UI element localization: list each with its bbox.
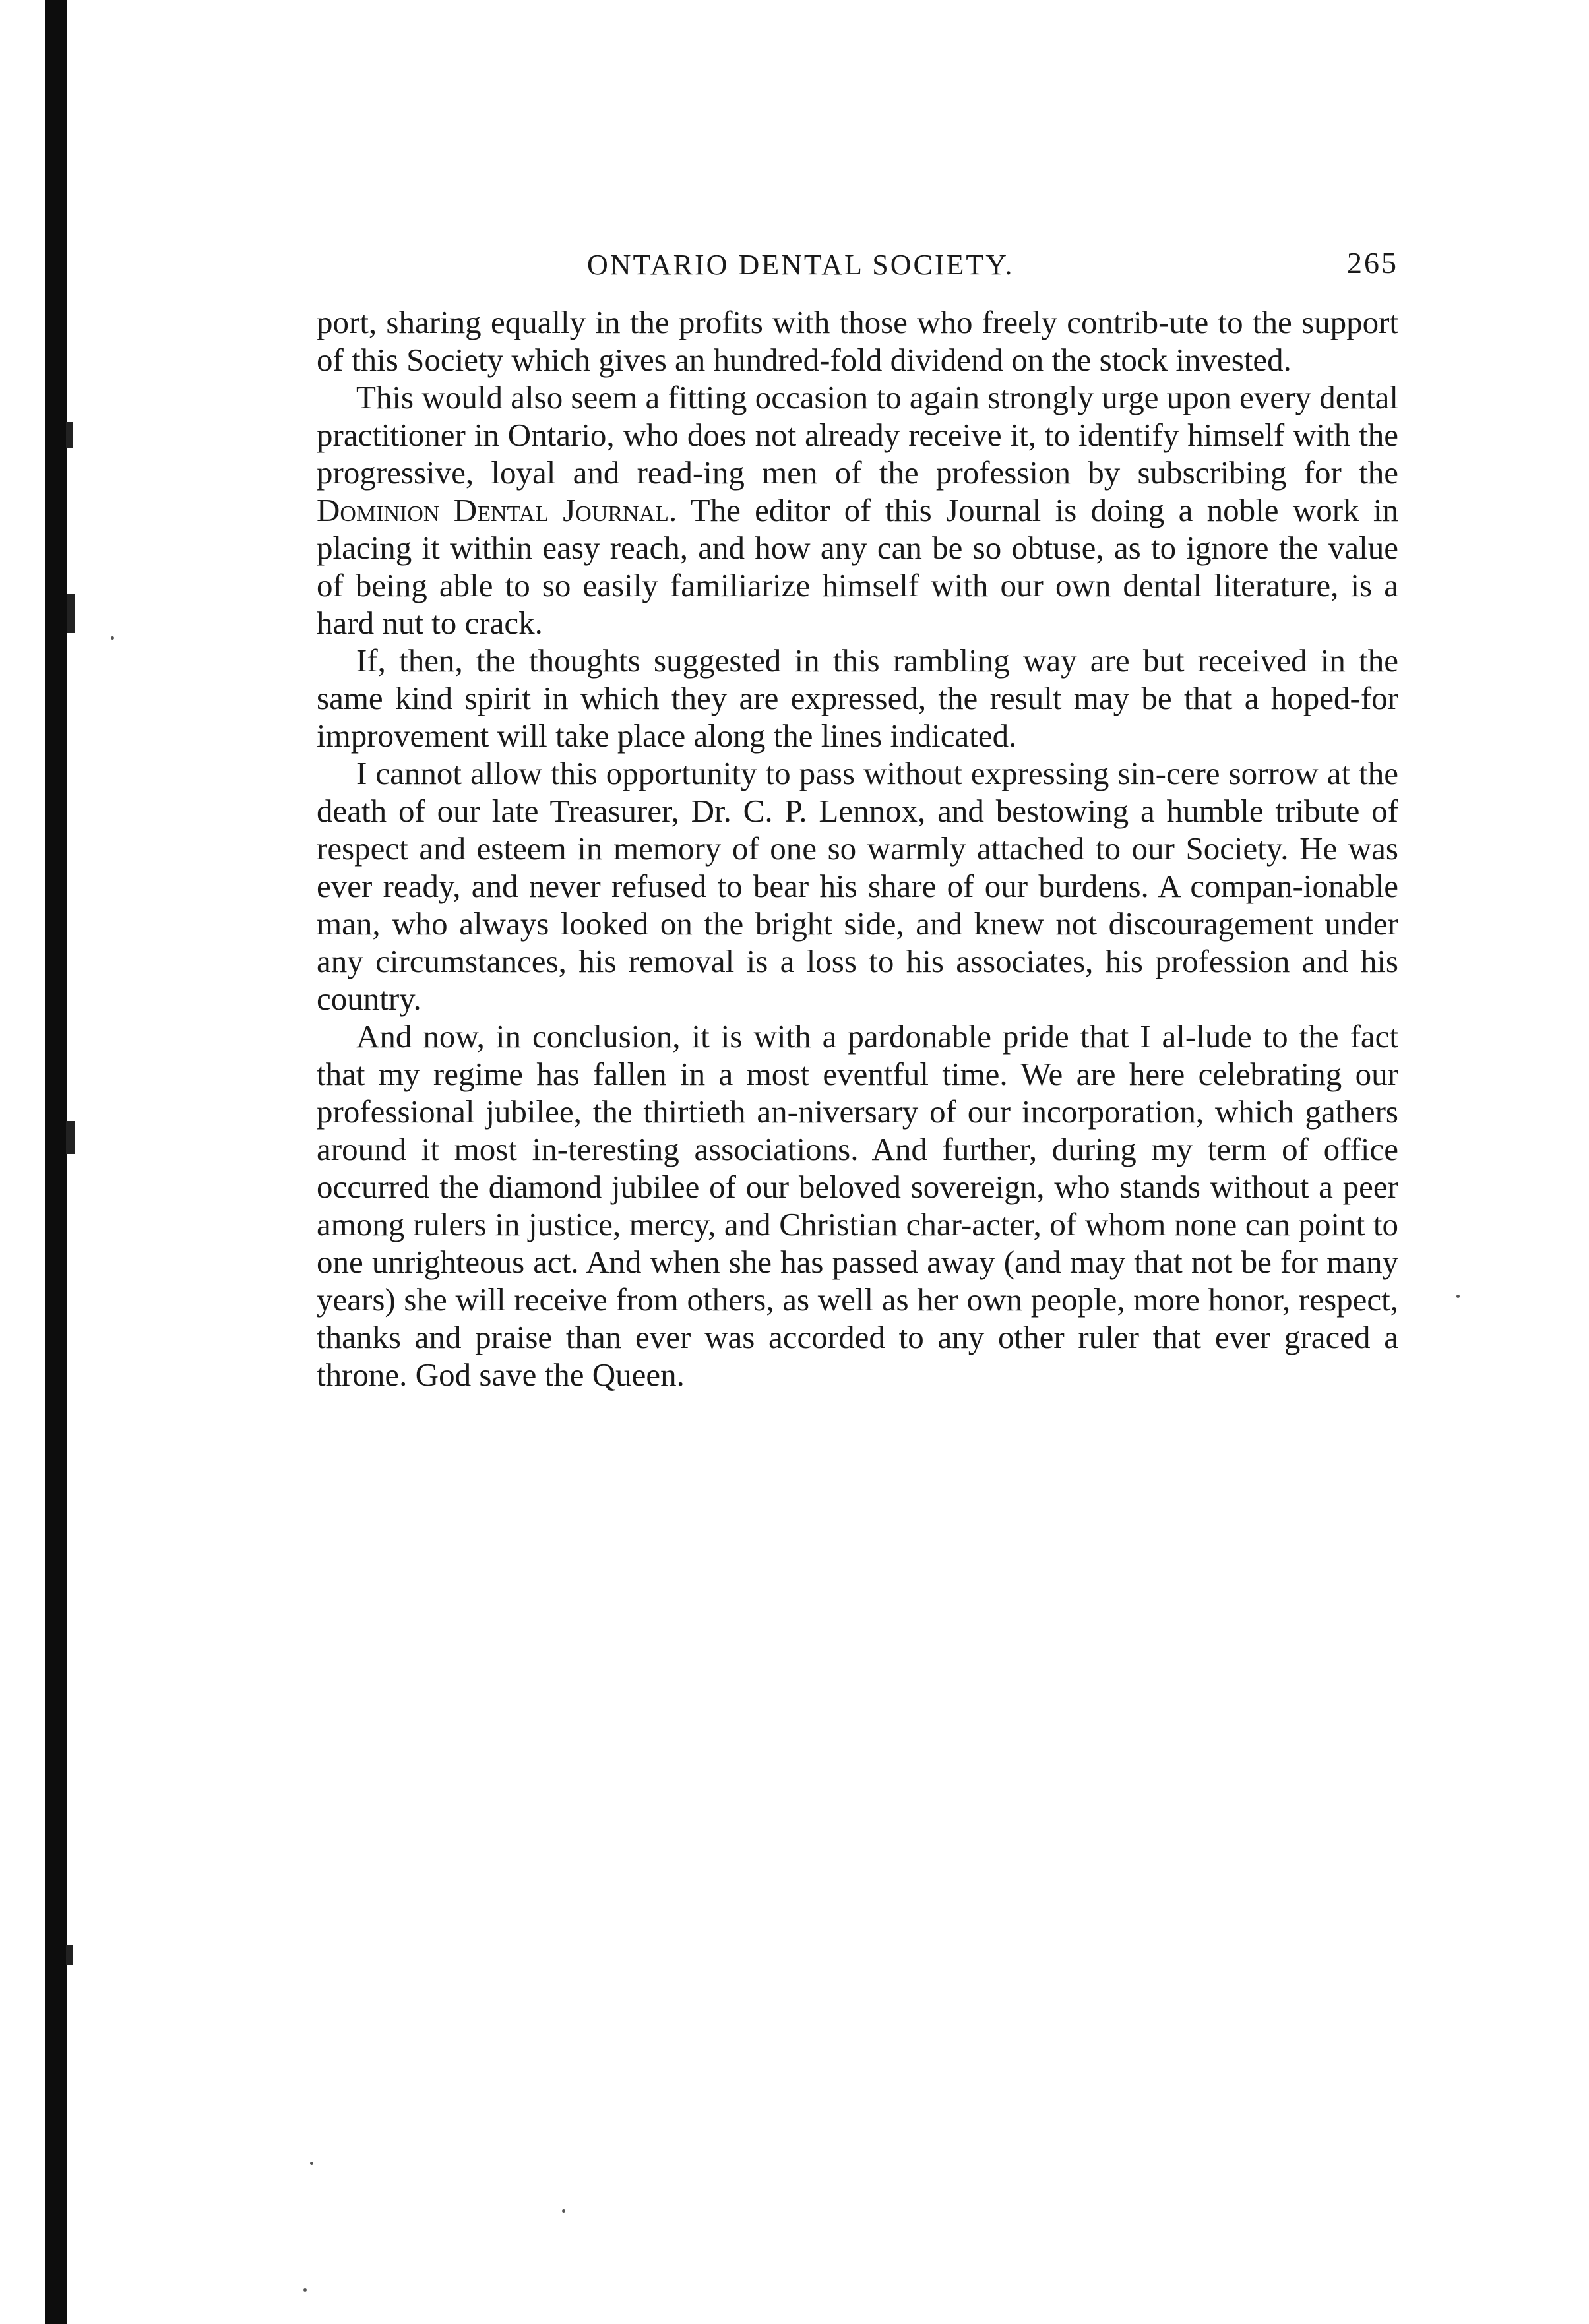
paragraph: I cannot allow this opportunity to pass without expressing sin-cere sorrow at the death of our late Treasurer, Dr. C. P. Lennox, and bestowing a humble tribute of respect and esteem in memory of one so warmly attached to our Society. He was ever ready, and never refused to bear his share of our burdens. A compan-ionable man, who always looked on the bright side, and knew not discouragement under any circumstances, his removal is a loss to his associates, his profession and his country. [317, 755, 1398, 1017]
paragraph: And now, in conclusion, it is with a pardonable pride that I al-lude to the fact that my regime has fallen in a most eventful time. We are here celebrating our professional jubilee, the thirtieth an-niversary of our incorporation, which gathers around it most in-teresting associations. And further, during my term of office occurred the diamond jubilee of our beloved sovereign, who stands without a peer among rulers in justice, mercy, and Christian char-acter, of whom none can point to one unrighteous act. And when she has passed away (and may that not be for many years) she will receive from others, as well as her own people, more honor, respect, thanks and praise than ever was accorded to any other ruler that ever graced a throne. God save the Queen. [317, 1018, 1398, 1393]
scan-speck [66, 422, 73, 448]
journal-name: Dominion Dental Journal [317, 492, 669, 528]
body-text [317, 303, 1398, 1393]
scan-speck [66, 1121, 75, 1154]
scan-dot [310, 2162, 313, 2165]
document-page [317, 248, 1398, 1393]
scan-dot [1456, 1295, 1460, 1298]
scan-speck [67, 594, 75, 633]
page-number: 265 [1347, 246, 1398, 280]
scan-dot [111, 636, 114, 640]
paragraph [317, 379, 1398, 642]
running-title: ONTARIO DENTAL SOCIETY. [587, 249, 1014, 281]
scan-dot [303, 2288, 307, 2292]
scan-binding-edge [45, 0, 67, 2324]
paragraph-text: This would also seem a fitting occasion to again strongly urge upon every dental practitioner in Ontario, who does not already receive it, to identify himself with the progressive, loyal and read-ing men of the profession by subscribing for the [317, 379, 1398, 491]
paragraph: port, sharing equally in the profits with those who freely contrib-ute to the support of this Society which gives an hundred-fold dividend on the stock invested. [317, 304, 1398, 378]
paragraph-text: . The editor of this Journal is doing a noble work in placing it within easy reach, and how any can be so obtuse, as to ignore the value of being able to so easily familiarize himself with our own dental literature, is a hard nut to crack. [317, 492, 1398, 641]
paragraph: If, then, the thoughts suggested in this rambling way are but received in the same kind spirit in which they are expressed, the result may be that a hoped-for improvement will take place along the lines indicated. [317, 642, 1398, 754]
running-head [317, 248, 1398, 294]
scan-speck [66, 1945, 73, 1965]
scan-dot [562, 2209, 565, 2213]
